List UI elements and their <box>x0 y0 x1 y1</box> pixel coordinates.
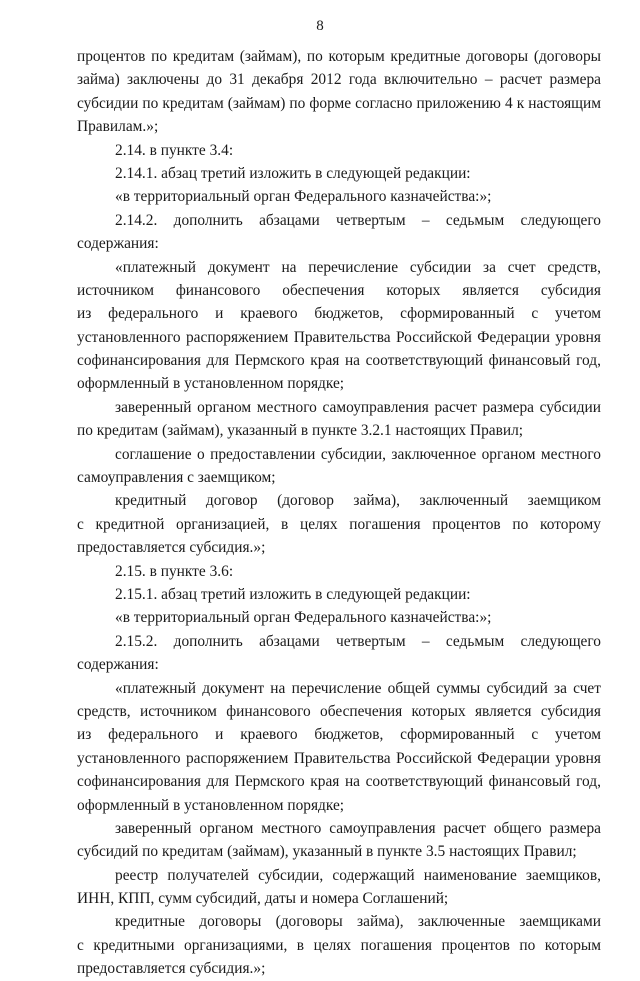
text-line: установленного распоряжением Правительства Российской Федерации уровня <box>77 749 601 767</box>
text-line: «в территориальный орган Федерального казначейства:»; <box>115 188 492 206</box>
text-line: 2.14. в пункте 3.4: <box>115 141 234 159</box>
text-line: самоуправления с заемщиком; <box>77 469 276 487</box>
text-line: софинансирования для Пермского края на соответствующий финансовый год, <box>77 773 601 791</box>
text-line: субсидий по кредитам (займам), указанный в пункте 3.5 настоящих Правил; <box>77 843 577 861</box>
text-line: средств, источником финансового обеспечения которых является субсидия <box>77 702 601 720</box>
text-line: «платежный документ на перечисление общей суммы субсидий за счет <box>115 679 601 697</box>
text-line: содержания: <box>77 656 159 674</box>
text-line: субсидии по кредитам (займам) по форме согласно приложению 4 к настоящим <box>77 94 601 112</box>
text-line: с кредитной организацией, в целях погашения процентов по которому <box>77 515 601 533</box>
page-number: 8 <box>316 18 324 34</box>
text-line: процентов по кредитам (займам), по которым кредитные договоры (договоры <box>77 48 601 65</box>
text-line: «платежный документ на перечисление субсидии за счет средств, <box>115 258 601 276</box>
text-line: кредитный договор (договор займа), заключенный заемщиком <box>115 492 601 510</box>
document-body <box>77 45 601 981</box>
text-line: заверенный органом местного самоуправления расчет размера субсидии <box>115 398 601 416</box>
text-line: реестр получателей субсидии, содержащий наименование заемщиков, <box>115 866 601 884</box>
text-line: 2.15. в пункте 3.6: <box>115 562 234 580</box>
text-line: по кредитам (займам), указанный в пункте 3.2.1 настоящих Правил; <box>77 422 524 440</box>
text-line: соглашение о предоставлении субсидии, заключенное органом местного <box>115 445 601 463</box>
text-line: заверенный органом местного самоуправления расчет общего размера <box>115 819 601 837</box>
text-line: оформленный в установленном порядке; <box>77 375 345 393</box>
text-line: с кредитными организациями, в целях погашения процентов по которым <box>77 936 601 954</box>
text-line: источником финансового обеспечения которых является субсидия <box>77 281 601 299</box>
text-line: 2.15.1. абзац третий изложить в следующей редакции: <box>115 585 471 603</box>
text-line: содержания: <box>77 235 159 253</box>
text-line: 2.14.2. дополнить абзацами четвертым – седьмым следующего <box>115 211 601 229</box>
text-line: займа) заключены до 31 декабря 2012 года включительно – расчет размера <box>77 71 601 89</box>
text-line: 2.14.1. абзац третий изложить в следующей редакции: <box>115 164 471 182</box>
text-line: оформленный в установленном порядке; <box>77 796 345 814</box>
text-line: кредитные договоры (договоры займа), заключенные заемщиками <box>115 913 601 931</box>
text-line: 2.15.2. дополнить абзацами четвертым – седьмым следующего <box>115 632 601 650</box>
text-line: Правилам.»; <box>77 118 159 136</box>
text-line: установленного распоряжением Правительства Российской Федерации уровня <box>77 328 601 346</box>
text-line: ИНН, КПП, сумм субсидий, даты и номера Соглашений; <box>77 890 449 908</box>
text-line: из федерального и краевого бюджетов, сформированный с учетом <box>77 726 601 744</box>
text-line: софинансирования для Пермского края на соответствующий финансовый год, <box>77 352 601 370</box>
text-line: предоставляется субсидия.»; <box>77 960 266 978</box>
text-line: из федерального и краевого бюджетов, сформированный с учетом <box>77 305 601 323</box>
text-line: «в территориальный орган Федерального казначейства:»; <box>115 609 492 627</box>
text-line: предоставляется субсидия.»; <box>77 539 266 557</box>
